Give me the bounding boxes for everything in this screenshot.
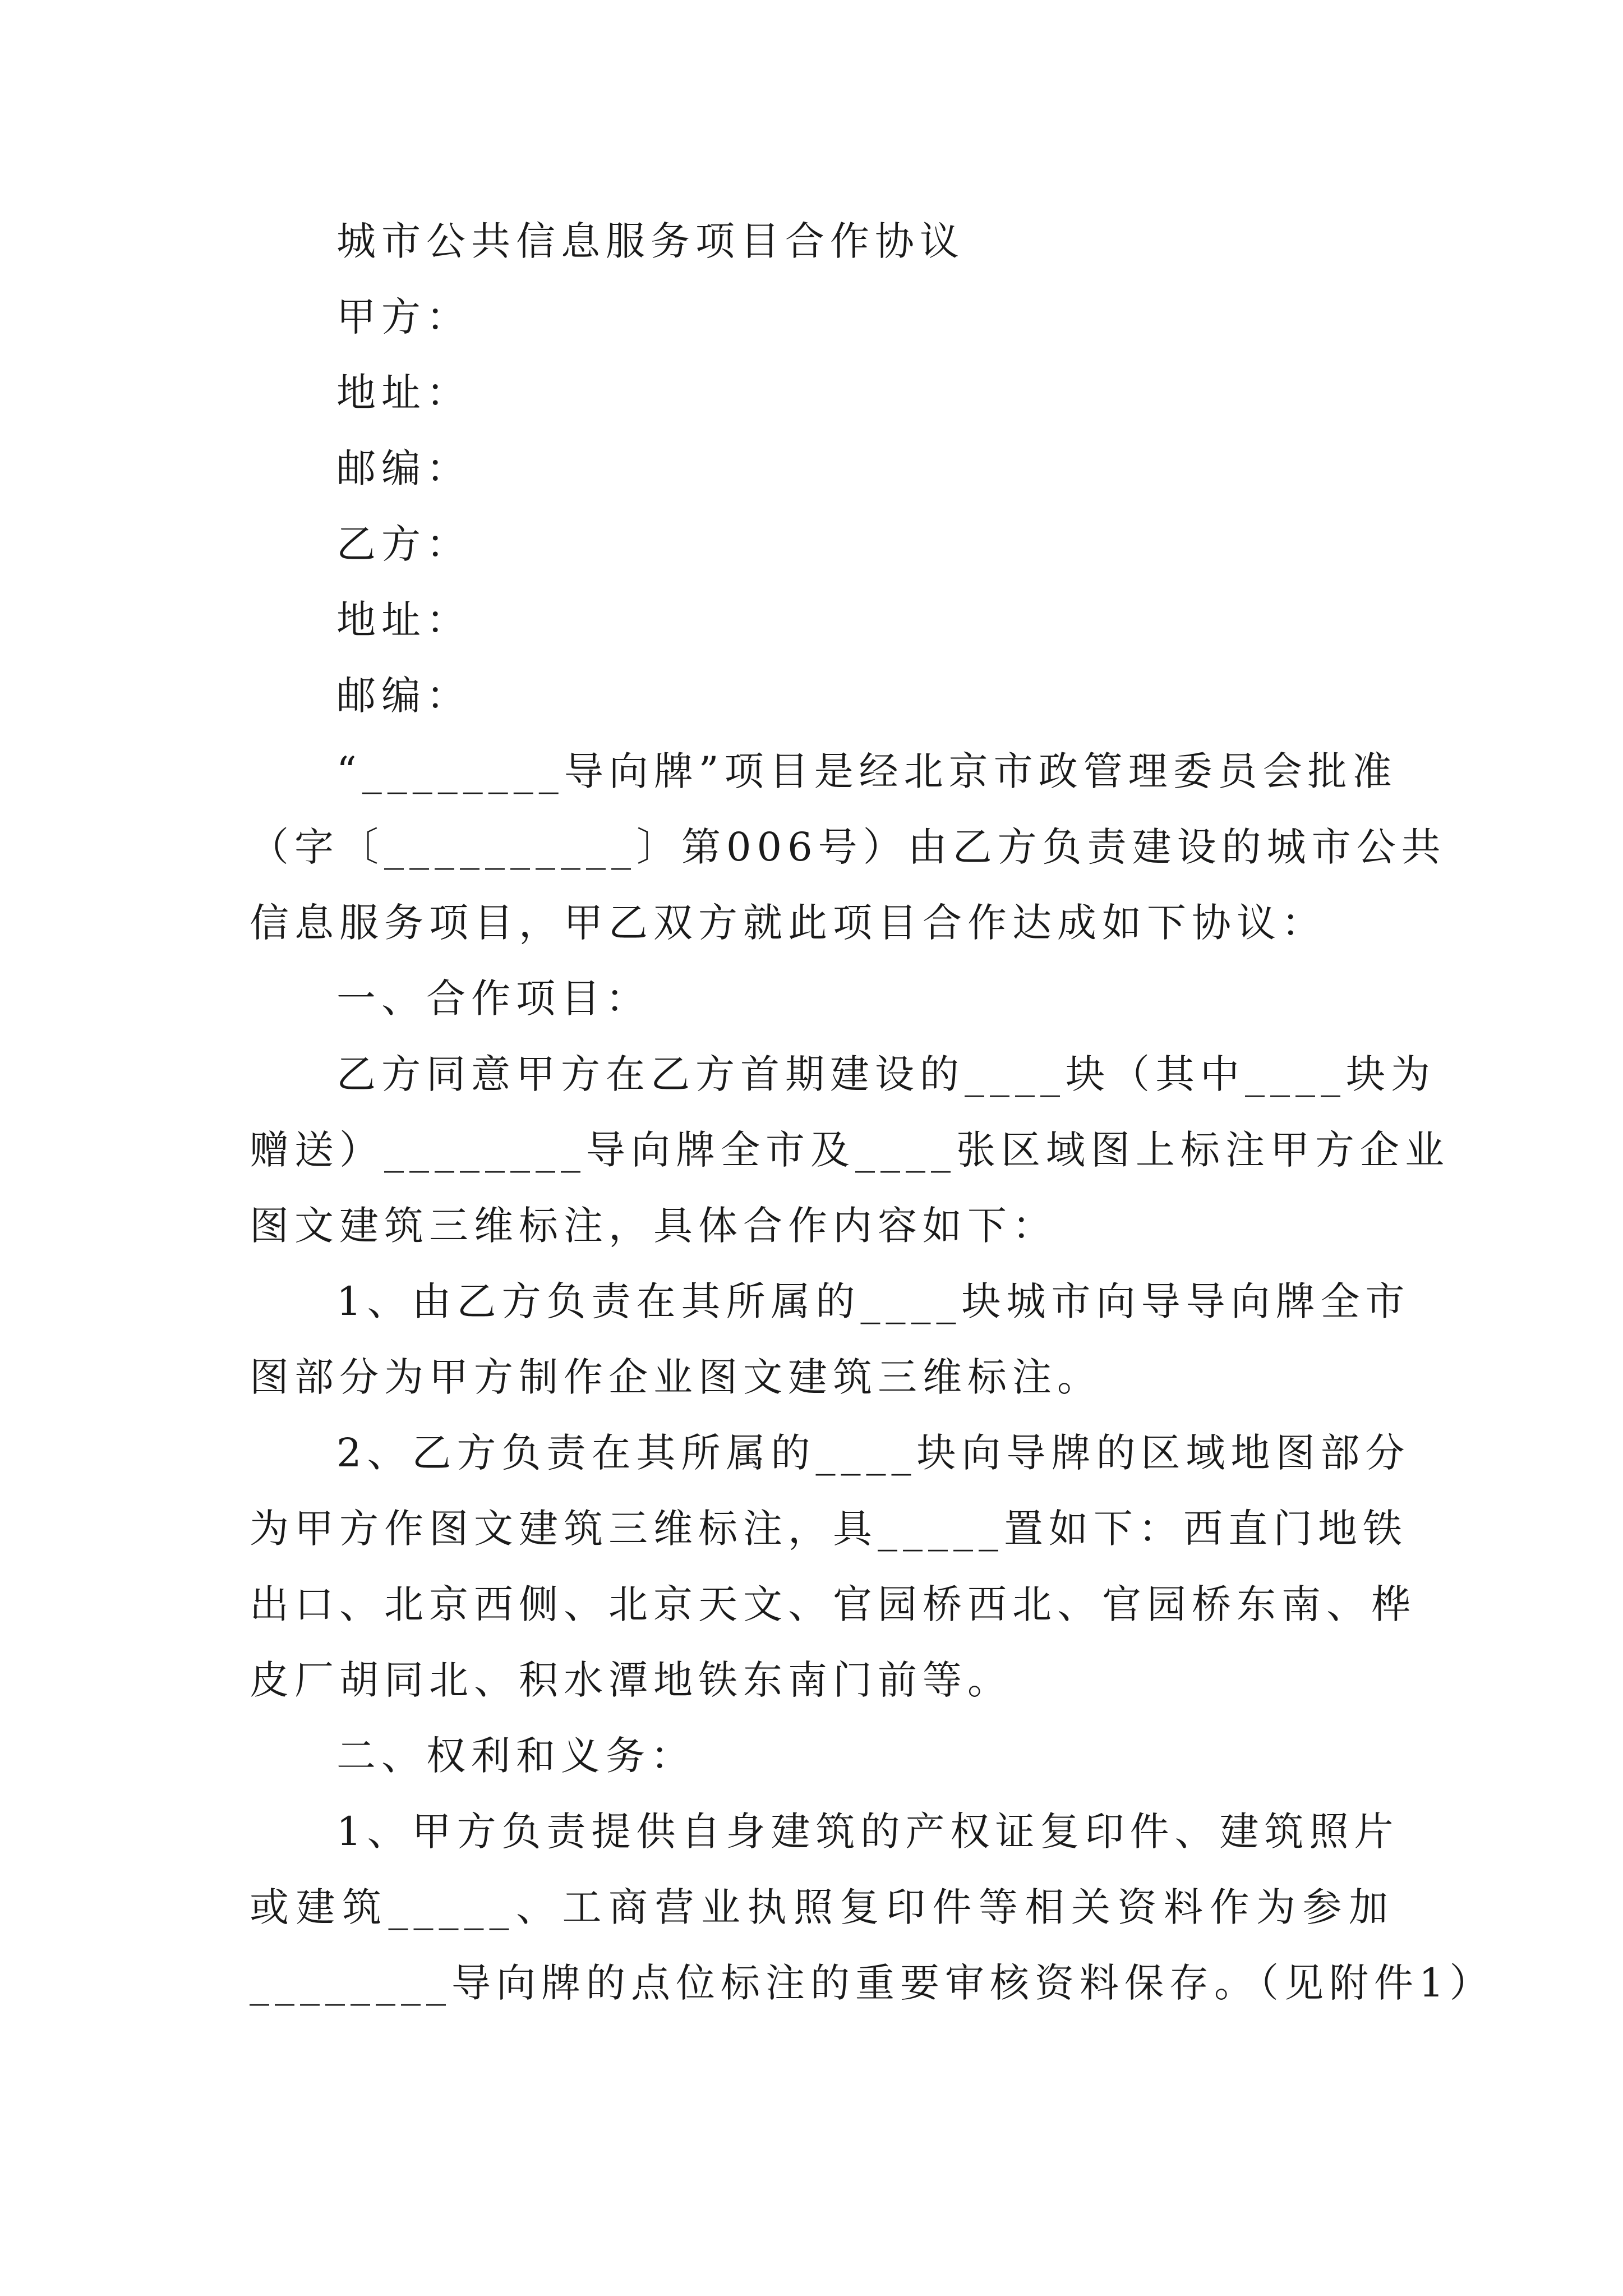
party-b-address-label: 地址： [336, 597, 471, 643]
section-1-para-line-3: 图文建筑三维标注，具体合作内容如下： [250, 1203, 1057, 1249]
item-1-2-line-1: 2、乙方负责在其所属的____块向导牌的区域地图部分 [336, 1430, 1410, 1476]
party-b-label: 乙方： [336, 521, 471, 567]
document-title: 城市公共信息服务项目合作协议 [336, 218, 965, 264]
intro-line-1: “________导向牌”项目是经北京市政管理委员会批准 [336, 748, 1398, 794]
section-1-heading: 一、合作项目： [336, 976, 651, 1022]
item-2-1-line-1: 1、甲方负责提供自身建筑的产权证复印件、建筑照片 [336, 1809, 1399, 1855]
item-2-1-line-3: ________导向牌的点位标注的重要审核资料保存。（见附件1） [250, 1960, 1495, 2006]
intro-line-2: （字〔__________〕第006号）由乙方负责建设的城市公共 [250, 824, 1446, 870]
section-1-para-line-2: 赠送）________导向牌全市及____张区域图上标注甲方企业 [250, 1127, 1450, 1173]
section-1-para-line-1: 乙方同意甲方在乙方首期建设的____块（其中____块为 [336, 1051, 1436, 1097]
intro-line-3: 信息服务项目，甲乙双方就此项目合作达成如下协议： [250, 900, 1326, 946]
item-2-1-line-2: 或建筑_____、工商营业执照复印件等相关资料作为参加 [250, 1884, 1394, 1930]
item-1-1-line-2: 图部分为甲方制作企业图文建筑三维标注。 [250, 1354, 1102, 1400]
item-1-2-line-3: 出口、北京西侧、北京天文、官园桥西北、官园桥东南、桦 [250, 1581, 1416, 1627]
item-1-2-line-2: 为甲方作图文建筑三维标注，具_____置如下：西直门地铁 [250, 1506, 1408, 1552]
party-a-label: 甲方： [336, 294, 471, 340]
party-a-postcode-label: 邮编： [336, 445, 471, 491]
item-1-1-line-1: 1、由乙方负责在其所属的____块城市向导导向牌全市 [336, 1278, 1410, 1324]
party-b-postcode-label: 邮编： [336, 673, 471, 719]
party-a-address-label: 地址： [336, 370, 471, 416]
item-1-2-line-4: 皮厂胡同北、积水潭地铁东南门前等。 [250, 1657, 1012, 1703]
section-2-heading: 二、权利和义务： [336, 1733, 695, 1779]
